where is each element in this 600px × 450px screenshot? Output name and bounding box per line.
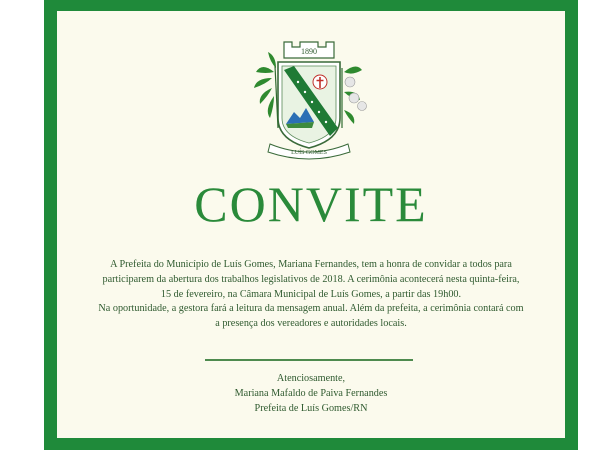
signature-block (57, 371, 565, 416)
left-plant-icon (254, 52, 278, 128)
invitation-title: CONVITE (194, 176, 428, 232)
signature-name: Mariana Mafaldo de Paiva Fernandes (234, 388, 388, 399)
body-paragraph: A Prefeita do Município de Luís Gomes, Mariana Fernandes, tem a honra de convidar a todos para participarem da abertura dos trabalhos legislativos de 2018. A cerimônia acontecerá nesta quinta-feira, 15 de fevereiro, na Câmara Municipal de Luís Gomes, a partir das 19h00. (102, 259, 520, 300)
invitation-body (98, 258, 524, 332)
divider-line (205, 359, 413, 361)
municipal-coat-of-arms-icon (242, 32, 376, 162)
signature-closing: Atenciosamente, (276, 373, 346, 384)
body-paragraph: Na oportunidade, a gestora fará a leitura da mensagem anual. Além da prefeita, a cerimônia contará com a presença dos vereadores e autoridades locais. (98, 303, 524, 330)
signature-role: Prefeita de Luís Gomes/RN (254, 403, 368, 414)
crest-year: 1890 (301, 47, 317, 56)
right-plant-icon (342, 66, 367, 128)
crest-banner-text: LUÍS GOMES (291, 150, 327, 156)
